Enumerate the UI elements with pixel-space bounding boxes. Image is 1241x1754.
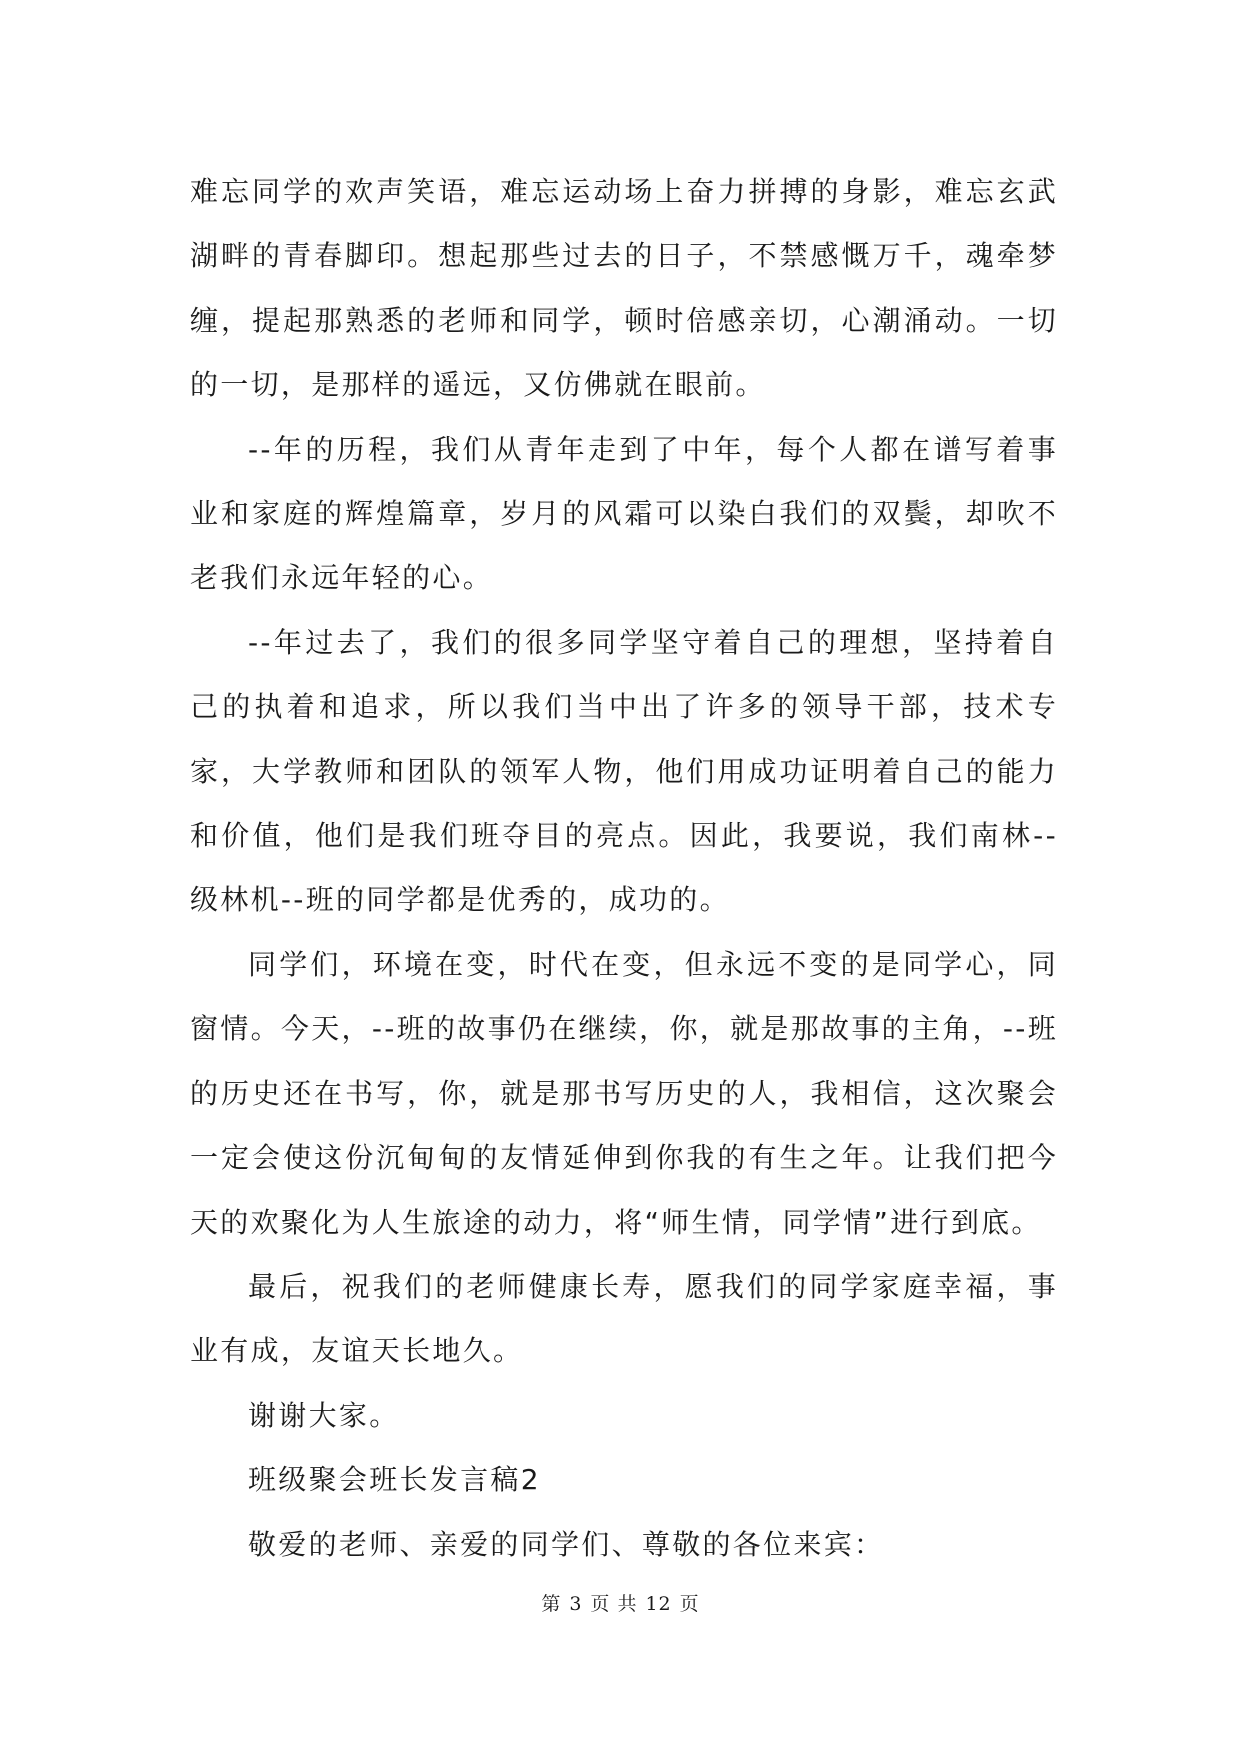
paragraph-4: 同学们，环境在变，时代在变，但永远不变的是同学心，同窗情。今天，--班的故事仍在继续，你，就是那故事的主角，--班的历史还在书写，你，就是那书写历史的人，我相信，这次聚会一定会使这份沉甸甸的友情延伸到你我的有生之年。让我们把今天的欢聚化为人生旅途的动力，将“师生情，同学情”进行到底。 (190, 947, 1058, 1239)
paragraph-3: --年过去了，我们的很多同学坚守着自己的理想，坚持着自己的执着和追求，所以我们当中出了许多的领导干部，技术专家，大学教师和团队的领军人物，他们用成功证明着自己的能力和价值，他们是我们班夺目的亮点。因此，我要说，我们南林--级林机--班的同学都是优秀的，成功的。 (190, 625, 1058, 917)
paragraph-2: --年的历程，我们从青年走到了中年，每个人都在谱写着事业和家庭的辉煌篇章，岁月的风霜可以染白我们的双鬓，却吹不老我们永远年轻的心。 (190, 432, 1058, 595)
salutation: 敬爱的老师、亲爱的同学们、尊敬的各位来宾： (248, 1527, 885, 1561)
section-heading: 班级聚会班长发言稿2 (248, 1463, 541, 1497)
footer-prefix: 第 (541, 1593, 562, 1615)
footer-suffix: 页 (679, 1593, 700, 1615)
paragraph-1: 难忘同学的欢声笑语，难忘运动场上奋力拼搏的身影，难忘玄武湖畔的青春脚印。想起那些过去的日子，不禁感慨万千，魂牵梦缠，提起那熟悉的老师和同学，顿时倍感亲切，心潮涌动。一切的一切，是那样的遥远，又仿佛就在眼前。 (190, 175, 1058, 402)
footer-page-number: 3 (569, 1593, 583, 1615)
footer-middle: 页 共 (590, 1593, 638, 1615)
paragraph-6: 谢谢大家。 (248, 1398, 400, 1432)
document-body (190, 160, 1058, 1577)
page-footer (0, 1589, 1241, 1616)
paragraph-5: 最后，祝我们的老师健康长寿，愿我们的同学家庭幸福，事业有成，友谊天长地久。 (190, 1269, 1058, 1368)
footer-total-pages: 12 (645, 1593, 672, 1615)
